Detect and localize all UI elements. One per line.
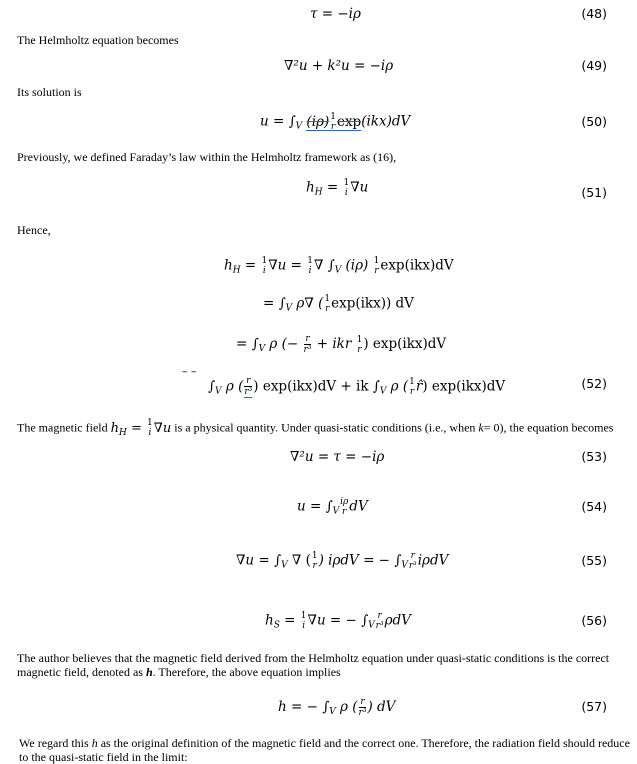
eq52-l4-b: ρ (: [221, 378, 244, 395]
eq52-l1-frac3: [374, 256, 380, 276]
eq56-frac2: [376, 611, 384, 631]
eq55-mid2: ) iρdV = − ∫: [318, 552, 402, 569]
eq56-frac1: [301, 611, 307, 631]
eq56-lhs: h: [265, 612, 274, 629]
p5-k: k: [478, 420, 484, 435]
p5-frac-d: i: [148, 428, 152, 438]
eq52-l3-r3: r³: [303, 345, 312, 355]
eq52-l4-rhat: r̂: [415, 378, 423, 395]
eq52-l4-frac1: [244, 376, 252, 398]
eq51-rhs: ∇u: [350, 179, 369, 196]
eq57-lhs: h = − ∫: [278, 699, 330, 715]
eq51-lhs: h: [306, 179, 315, 196]
paragraph-hence: Hence,: [17, 223, 51, 237]
eq55-frac1: [312, 551, 318, 571]
eq52-one-2: 1: [307, 256, 313, 266]
eq52-l4-V: V: [215, 386, 222, 397]
eq56-sub: S: [273, 620, 280, 631]
eq50-link[interactable]: [306, 114, 361, 131]
eq52-l3-one: 1: [356, 334, 363, 345]
p5-after: is a physical quantity. Under quasi-static conditions (i.e., when: [174, 420, 476, 435]
eq55-sub2: V: [401, 560, 408, 571]
eq49-body: ∇²u + k²u = −iρ: [284, 58, 394, 74]
eq52-l4-rvec: r: [246, 376, 251, 386]
p5-before: The magnetic field: [17, 420, 108, 435]
eq52-nabla-u: ∇u =: [268, 257, 307, 274]
paragraph-regard: [19, 736, 637, 764]
equation-53: [290, 449, 384, 465]
eq54-frac-n: iρ: [340, 497, 349, 507]
eq50-frac: [330, 112, 336, 132]
eq52-l2-a: = ∫: [263, 295, 286, 312]
eq52-l1-sub: H: [232, 265, 241, 276]
equation-number-53: (53): [581, 449, 607, 464]
p5-h: h: [110, 420, 120, 436]
eq52-l1-frac2: [307, 256, 313, 276]
eq52-i: i: [262, 266, 266, 276]
eq50-sub: V: [295, 121, 303, 132]
eq52-l4-frac2: [409, 377, 415, 397]
paragraph-author-believes: [17, 651, 635, 679]
eq52-one: 1: [261, 256, 268, 266]
eq52-l2-b: ρ∇ (: [292, 295, 324, 312]
eq52-exp1: exp(ikx)dV: [380, 257, 454, 274]
eq54-frac: [340, 497, 348, 517]
eq57-frac: [359, 697, 367, 718]
p5-cond: = 0), the equation becomes: [483, 420, 614, 435]
eq55-frac1-d: r: [312, 561, 317, 571]
eq54-lhs: u = ∫: [297, 498, 333, 515]
eq52-l1-frac1: [261, 256, 267, 276]
equation-52-dash: – –: [182, 365, 197, 378]
eq56-frac2-d: r³: [375, 621, 384, 631]
eq50-a: (iρ): [306, 113, 330, 130]
eq56-frac1-n: 1: [300, 611, 307, 621]
eq52-l4-one: 1: [409, 377, 415, 387]
eq50-c: (ikx)dV: [361, 113, 411, 130]
equation-number-50: (50): [581, 114, 607, 129]
eq55-rhs: iρdV: [417, 552, 449, 569]
p5-inline-eq: [110, 418, 172, 438]
eq57-frac-n: r: [360, 697, 365, 707]
p6-b: . Therefore, the above equation implies: [152, 665, 341, 679]
eq52-l3-V: V: [258, 344, 266, 354]
p5-sub: H: [119, 427, 127, 438]
eq51-frac: [343, 178, 349, 198]
eq52-l3-r: r: [357, 344, 362, 355]
eq56-mid: ∇u = − ∫: [307, 612, 369, 629]
equation-number-57: (57): [581, 699, 607, 714]
eq51-frac-num: 1: [343, 178, 350, 188]
eq52-l2-V: V: [285, 303, 293, 314]
eq55-lhs: ∇u = ∫: [236, 552, 282, 569]
eq50-lhs: u = ∫: [260, 113, 296, 130]
equation-number-52: (52): [581, 376, 607, 391]
eq52-l3-d: ) exp(ikx)dV: [363, 336, 447, 352]
equation-51: [306, 178, 368, 201]
eq55-sub: V: [281, 560, 288, 571]
eq52-r: r: [374, 266, 379, 276]
eq52-l3-frac1: [304, 334, 312, 355]
eq51-frac-den: i: [344, 188, 348, 198]
eq56-frac2-n: r: [377, 611, 382, 621]
paragraph-helmholtz: The Helmholtz equation becomes: [17, 33, 179, 47]
eq50-exp: exp: [336, 113, 362, 130]
equation-number-55: (55): [581, 553, 607, 568]
eq56-rhs: ρdV: [384, 612, 411, 629]
equation-49: [284, 58, 393, 74]
p5-eq: =: [126, 420, 147, 436]
eq55-frac2-d: r³: [408, 561, 417, 571]
eq52-l3-b: ρ (−: [265, 336, 303, 352]
eq54-sub: V: [332, 506, 340, 517]
paragraph-solution: Its solution is: [17, 85, 82, 99]
equation-50: [260, 112, 410, 135]
eq50-frac-den: r: [330, 122, 336, 132]
eq51-eq: =: [322, 179, 343, 196]
equation-52-line4: [208, 376, 505, 400]
eq50-frac-num: 1: [330, 112, 336, 122]
eq52-l2-r: r: [325, 304, 330, 314]
p7-b: as the original definition of the magnetic field and the correct one. Therefore, the radiation field should reduce to the quasi-static field in the limit:: [19, 736, 630, 764]
equation-54: [297, 497, 368, 520]
equation-number-49: (49): [581, 58, 607, 73]
eq56-eq: =: [279, 612, 300, 629]
eq56-frac1-d: i: [302, 621, 306, 631]
eq52-l3-c: + ikr: [312, 336, 356, 352]
eq52-l4-r3[interactable]: r³: [244, 387, 253, 397]
eq54-frac-d: r: [342, 507, 347, 517]
equation-number-51: (51): [581, 185, 607, 200]
eq51-sub: H: [314, 187, 323, 198]
eq52-l2-frac: [324, 294, 330, 314]
eq52-l3-frac2: [357, 335, 363, 355]
eq52-l4-V2: V: [379, 386, 387, 397]
p7-h: h: [91, 736, 98, 750]
eq53-body: ∇²u = τ = −iρ: [290, 449, 385, 465]
eq52-one-3: 1: [373, 256, 380, 266]
p5-rhs: ∇u: [153, 420, 172, 436]
eq48-body: τ = −iρ: [310, 6, 361, 22]
equation-52-line3: [236, 334, 446, 357]
eq57-frac-d: r³: [358, 708, 367, 718]
p5-frac: [147, 418, 153, 438]
eq57-sub: V: [329, 707, 336, 717]
p7-a: We regard this: [19, 736, 89, 750]
eq52-l4-r: r: [409, 387, 415, 397]
eq55-frac1-n: 1: [311, 551, 318, 561]
eq55-mid: ∇ (: [287, 552, 311, 569]
equation-57: [278, 697, 395, 720]
eq55-frac2-n: r: [410, 551, 415, 561]
equation-number-48: (48): [581, 6, 607, 21]
eq52-irho: (iρ): [341, 257, 373, 274]
eq52-l1-lhs: h: [224, 257, 233, 274]
eq55-frac2: [409, 551, 417, 571]
p6-h: h: [145, 665, 153, 679]
paragraph-faraday: Previously, we defined Faraday’s law within the Helmholtz framework as (16),: [17, 150, 397, 164]
eq52-V: V: [334, 265, 342, 276]
eq57-rhs: ) dV: [367, 699, 396, 715]
p6-a: The author believes that the magnetic field derived from the Helmholtz equation under quasi-static conditions is the correct magnetic field, denoted as: [17, 651, 610, 679]
equation-number-56: (56): [581, 613, 607, 628]
eq56-sub2: V: [368, 620, 375, 631]
eq52-l4-a: ∫: [208, 378, 216, 395]
eq54-rhs: dV: [349, 498, 368, 515]
equation-56: [265, 611, 411, 634]
eq57-mid: ρ (: [335, 699, 358, 715]
eq52-l3-a: = ∫: [236, 336, 259, 352]
eq52-l3-rvec: r: [305, 334, 310, 344]
equation-48: [310, 6, 361, 22]
equation-52-line1: [224, 256, 454, 279]
eq52-l2-one: 1: [324, 294, 331, 304]
eq52-l4-d: ρ (: [386, 378, 409, 395]
equation-52-line2: [263, 294, 414, 317]
p5-frac-n: 1: [147, 418, 153, 428]
paragraph-magnetic-field: [17, 418, 613, 441]
eq52-l4-c: ) exp(ikx)dV + ik ∫: [253, 378, 380, 395]
eq52-l1-eq: =: [240, 257, 261, 274]
eq52-nabla-int: ∇ ∫: [313, 257, 335, 274]
equation-55: [236, 551, 448, 574]
eq52-i-2: i: [308, 266, 312, 276]
equation-number-54: (54): [581, 499, 607, 514]
eq52-l4-e: ) exp(ikx)dV: [422, 378, 506, 395]
eq52-l2-c: exp(ikx)) dV: [331, 295, 414, 312]
